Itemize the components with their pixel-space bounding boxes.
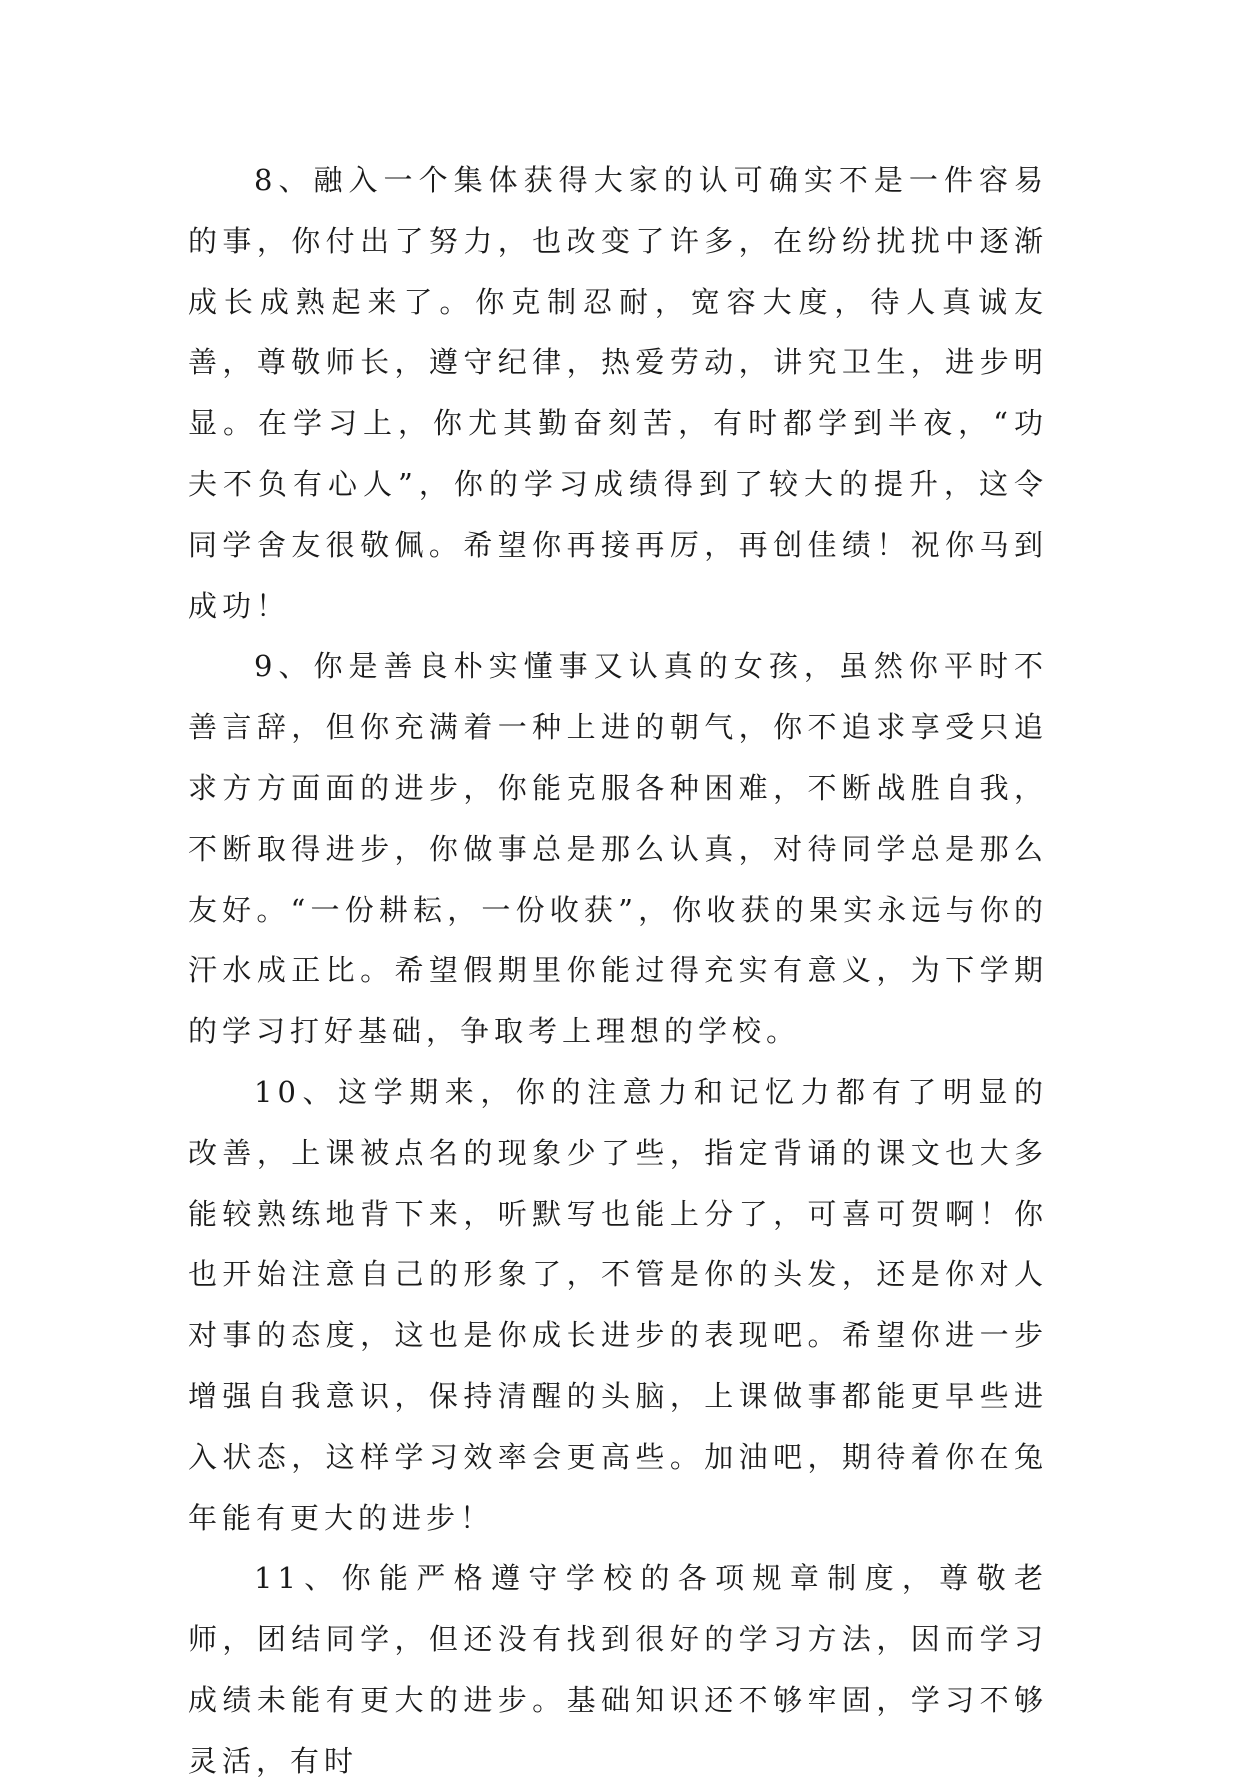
comment-paragraph-10: 10、这学期来，你的注意力和记忆力都有了明显的改善，上课被点名的现象少了些，指定背诵的课文也大多能较熟练地背下来，听默写也能上分了，可喜可贺啊！你也开始注意自己的形象了，不管是你的头发，还是你对人对事的态度，这也是你成长进步的表现吧。希望你进一步增强自我意识，保持清醒的头脑，上课做事都能更早些进入状态，这样学习效率会更高些。加油吧，期待着你在兔年能有更大的进步！	[188, 1074, 1048, 1535]
comment-paragraph-8: 8、融入一个集体获得大家的认可确实不是一件容易的事，你付出了努力，也改变了许多，在纷纷扰扰中逐渐成长成熟起来了。你克制忍耐，宽容大度，待人真诚友善，尊敬师长，遵守纪律，热爱劳动，讲究卫生，进步明显。在学习上，你尤其勤奋刻苦，有时都学到半夜，“功夫不负有心人”，你的学习成绩得到了较大的提升，这令同学舍友很敬佩。希望你再接再厉，再创佳绩！祝你马到成功！	[188, 163, 1048, 623]
document-body	[188, 150, 1048, 1792]
comment-paragraph-9: 9、你是善良朴实懂事又认真的女孩，虽然你平时不善言辞，但你充满着一种上进的朝气，你不追求享受只追求方方面面的进步，你能克服各种困难，不断战胜自我，不断取得进步，你做事总是那么认真，对待同学总是那么友好。“一份耕耘，一份收获”，你收获的果实永远与你的汗水成正比。希望假期里你能过得充实有意义，为下学期的学习打好基础，争取考上理想的学校。	[188, 649, 1048, 1049]
comment-paragraph-11: 11、你能严格遵守学校的各项规章制度，尊敬老师，团结同学，但还没有找到很好的学习方法，因而学习成绩未能有更大的进步。基础知识还不够牢固，学习不够灵活，有时	[188, 1561, 1048, 1778]
